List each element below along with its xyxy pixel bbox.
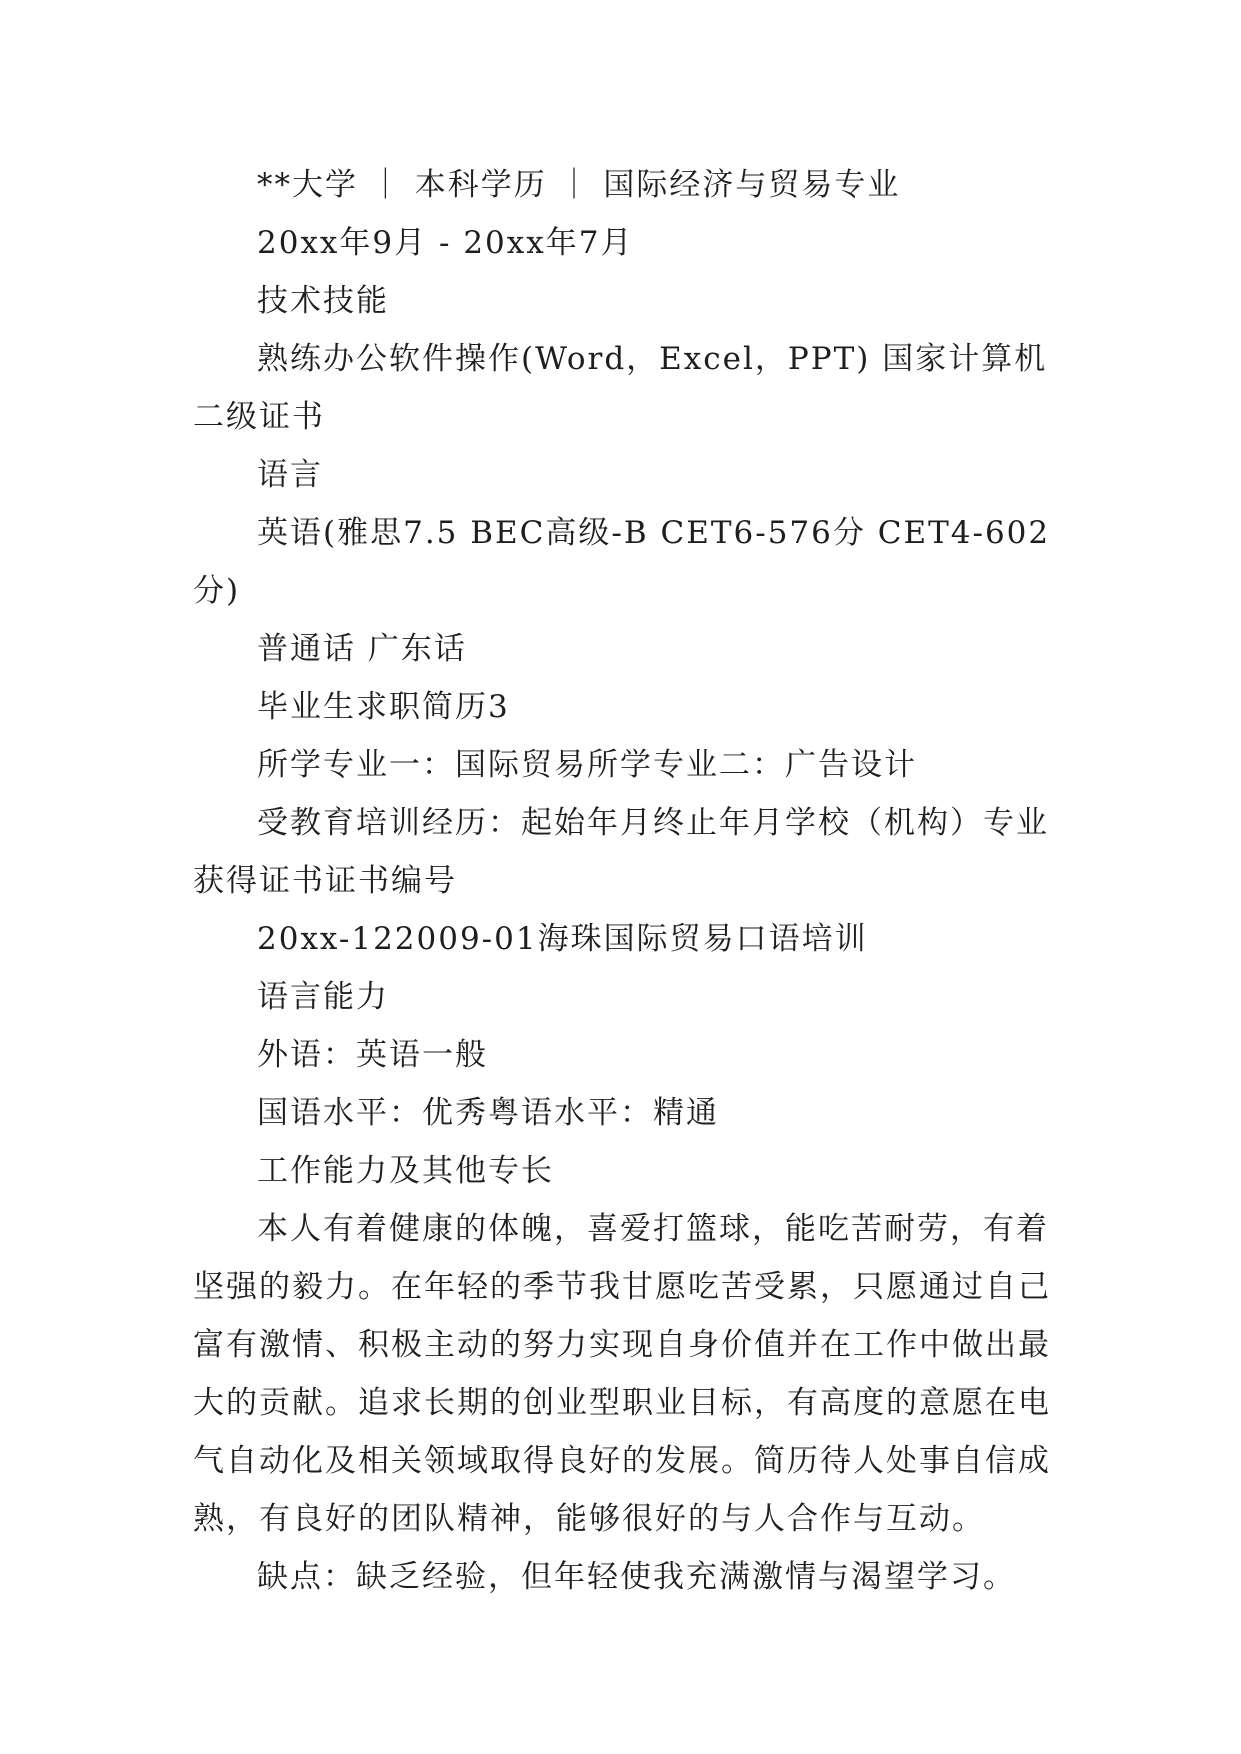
resume-subtitle: 毕业生求职简历3 — [257, 689, 510, 725]
document-body — [193, 156, 1063, 1606]
training-entry: 20xx-122009-01海珠国际贸易口语培训 — [257, 921, 868, 957]
english-level: 英语(雅思7.5 BEC高级-B CET6-576分 CET4-602分) — [193, 515, 1051, 609]
section-heading-language-ability: 语言能力 — [257, 979, 389, 1015]
section-heading-skills: 技术技能 — [257, 283, 389, 319]
spoken-languages: 普通话 广东话 — [257, 631, 467, 667]
training-header: 受教育培训经历：起始年月终止年月学校（机构）专业获得证书证书编号 — [193, 805, 1049, 899]
section-heading-work-ability: 工作能力及其他专长 — [257, 1153, 554, 1189]
skills-text: 熟练办公软件操作(Word，Excel，PPT) 国家计算机二级证书 — [193, 341, 1048, 435]
majors-text: 所学专业一：国际贸易所学专业二：广告设计 — [257, 747, 917, 783]
foreign-language-text: 外语：英语一般 — [257, 1037, 488, 1073]
weakness-text: 缺点：缺乏经验，但年轻使我充满激情与渴望学习。 — [257, 1559, 1016, 1595]
section-heading-language: 语言 — [257, 457, 323, 493]
self-description: 本人有着健康的体魄，喜爱打篮球，能吃苦耐劳，有着坚强的毅力。在年轻的季节我甘愿吃苦受累，只愿通过自己富有激情、积极主动的努力实现自身价值并在工作中做出最大的贡献。追求长期的创业型职业目标，有高度的意愿在电气自动化及相关领域取得良好的发展。简历待人处事自信成熟，有良好的团队精神，能够很好的与人合作与互动。 — [193, 1211, 1051, 1537]
education-dates: 20xx年9月 - 20xx年7月 — [257, 225, 634, 261]
education-line: **大学 ｜ 本科学历 ｜ 国际经济与贸易专业 — [257, 167, 901, 203]
mandarin-cantonese-text: 国语水平：优秀粤语水平：精通 — [257, 1095, 719, 1131]
